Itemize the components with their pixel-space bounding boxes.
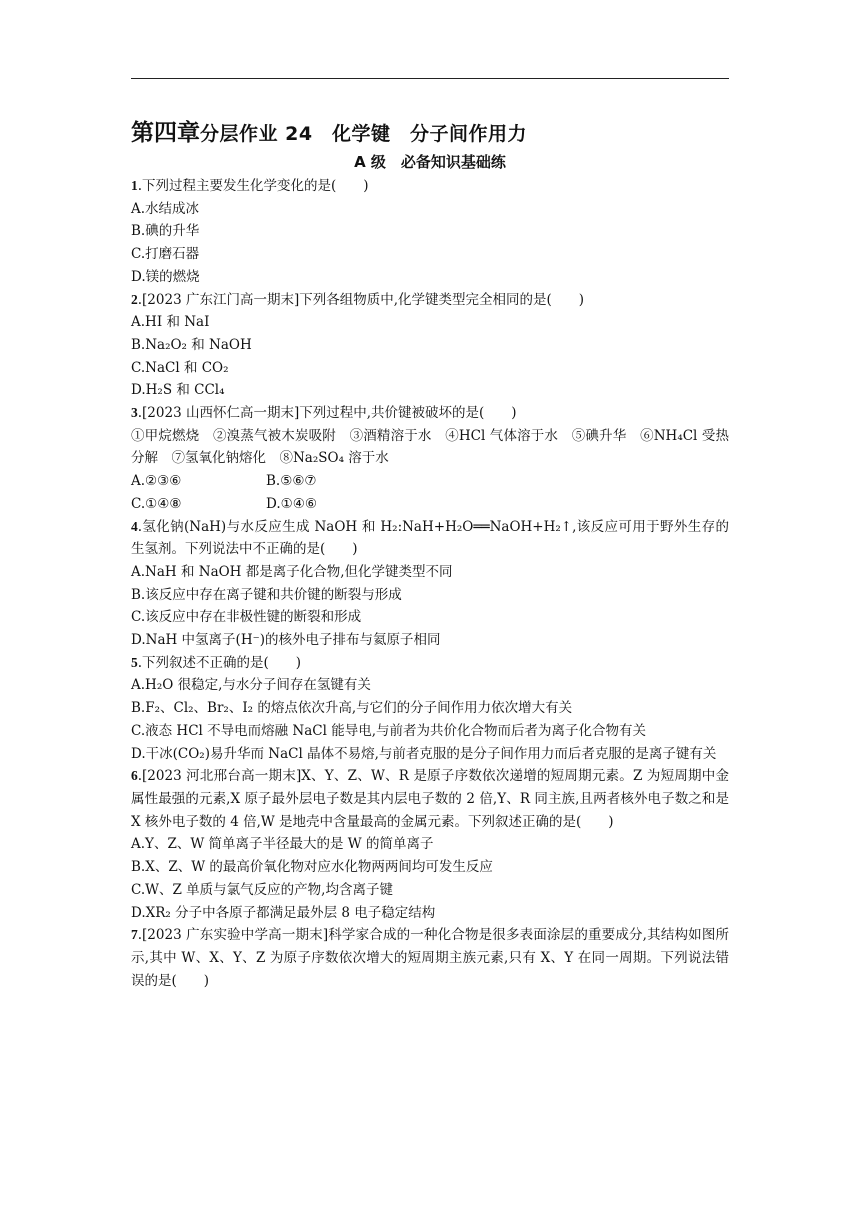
question-number: 5 bbox=[131, 654, 138, 670]
option: B.X、Z、W 的最高价氧化物对应水化物两两间均可发生反应 bbox=[131, 859, 493, 876]
question-stem: 5.下列叙述不正确的是( ) bbox=[131, 654, 302, 671]
question-number: 2 bbox=[131, 291, 138, 307]
option: C.液态 HCl 不导电而熔融 NaCl 能导电,与前者为共价化合物而后者为离子化合物有关 bbox=[131, 722, 647, 739]
option: A.HI 和 NaI bbox=[131, 314, 210, 331]
question-number: 1 bbox=[131, 178, 138, 193]
question-stem: 3.[2023 山西怀仁高一期末]下列过程中,共价键被破坏的是( ) bbox=[131, 405, 517, 422]
option: C.W、Z 单质与氯气反应的产物,均含离子键 bbox=[131, 881, 393, 898]
option: A.②③⑥ bbox=[131, 473, 182, 490]
question-number: 4 bbox=[131, 518, 138, 534]
option: D.NaH 中氢离子(H⁻)的核外电子排布与氦原子相同 bbox=[131, 632, 441, 649]
option: D.干冰(CO₂)易升华而 NaCl 晶体不易熔,与前者克服的是分子间作用力而后者克服的是离子键有关 bbox=[131, 745, 717, 762]
page-title bbox=[131, 114, 731, 147]
option: D.镁的燃烧 bbox=[131, 268, 200, 285]
option-row bbox=[131, 493, 729, 516]
question-number: 6 bbox=[131, 768, 138, 784]
question-stem: 7.[2023 广东实验中学高一期末]科学家合成的一种化合物是很多表面涂层的重要成分,其结构如图所示,其中 W、X、Y、Z 为原子序数依次增大的短周期主族元素,只有 X、Y 在同一周期。下列说法错误的是( ) bbox=[131, 927, 729, 989]
option: B.⑤⑥⑦ bbox=[266, 473, 317, 490]
header-rule bbox=[131, 78, 729, 79]
option: B.该反应中存在离子键和共价键的断裂与形成 bbox=[131, 586, 402, 603]
option: C.NaCl 和 CO₂ bbox=[131, 359, 229, 376]
question-list bbox=[131, 175, 729, 992]
question-number: 3 bbox=[131, 405, 138, 421]
option: C.①④⑧ bbox=[131, 495, 182, 512]
option: A.H₂O 很稳定,与水分子间存在氢键有关 bbox=[131, 677, 371, 694]
question-stem: 4.氢化钠(NaH)与水反应生成 NaOH 和 H₂:NaH+H₂O══NaOH+H₂↑,该反应可用于野外生存的生氢剂。下列说法中不正确的是( ) bbox=[131, 518, 729, 558]
question-stem: 6.[2023 河北邢台高一期末]X、Y、Z、W、R 是原子序数依次递增的短周期元素。Z 为短周期中金属性最强的元素,X 原子最外层电子数是其内层电子数的 2 倍,Y、R 同主族,且两者核外电子数之和是 X 核外电子数的 4 倍,W 是地壳中含量最高的金属元素。下列叙述正确的是( ) bbox=[131, 768, 729, 830]
option: A.Y、Z、W 简单离子半径最大的是 W 的简单离子 bbox=[131, 836, 434, 853]
option: D.XR₂ 分子中各原子都满足最外层 8 电子稳定结构 bbox=[131, 904, 436, 921]
option: A.NaH 和 NaOH 都是离子化合物,但化学键类型不同 bbox=[131, 563, 453, 580]
title-chapter: 第四章 bbox=[131, 120, 200, 146]
option-row bbox=[131, 470, 729, 493]
title-text: 分层作业 24 化学键 分子间作用力 bbox=[200, 123, 528, 145]
option: A.水结成冰 bbox=[131, 200, 200, 217]
question-stem: 1.下列过程主要发生化学变化的是( ) bbox=[131, 178, 369, 194]
option: B.Na₂O₂ 和 NaOH bbox=[131, 336, 252, 353]
option: C.打磨石器 bbox=[131, 246, 200, 263]
option: D.①④⑥ bbox=[266, 495, 317, 512]
option: D.H₂S 和 CCl₄ bbox=[131, 382, 225, 399]
question-stem: 2.[2023 广东江门高一期末]下列各组物质中,化学键类型完全相同的是( ) bbox=[131, 291, 585, 308]
option: C.该反应中存在非极性键的断裂和形成 bbox=[131, 609, 362, 626]
level-heading: A 级 必备知识基础练 bbox=[354, 153, 506, 171]
option: B.F₂、Cl₂、Br₂、I₂ 的熔点依次升高,与它们的分子间作用力依次增大有关 bbox=[131, 700, 573, 717]
option: B.碘的升华 bbox=[131, 223, 200, 240]
question-extra: ①甲烷燃烧 ②溴蒸气被木炭吸附 ③酒精溶于水 ④HCl 气体溶于水 ⑤碘升华 ⑥NH₄Cl 受热分解 ⑦氢氧化钠熔化 ⑧Na₂SO₄ 溶于水 bbox=[131, 427, 729, 467]
question-number: 7 bbox=[131, 927, 138, 943]
